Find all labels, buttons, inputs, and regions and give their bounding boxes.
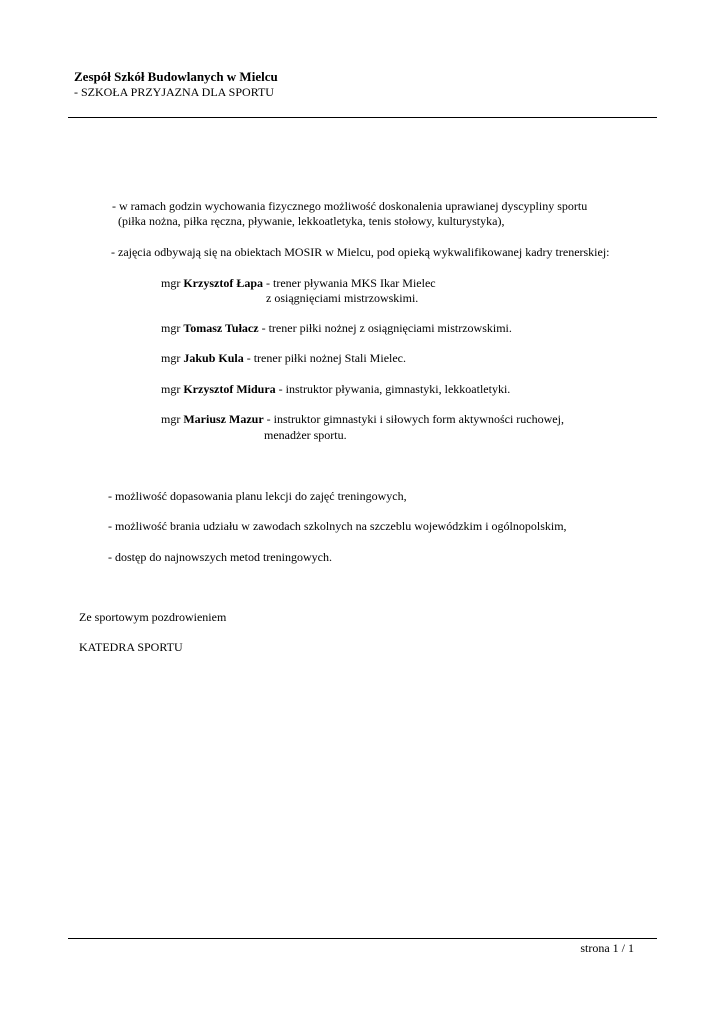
school-name: Zespół Szkół Budowlanych w Mielcu [74,69,278,84]
trainer-item [161,382,510,397]
trainer-desc: - instruktor gimnastyki i siłowych form aktywności ruchowej, [263,412,564,426]
trainer-item [161,276,436,291]
trainer-desc-continued: z osiągnięciami mistrzowskimi. [266,291,419,305]
benefit-item: - możliwość brania udziału w zawodach szkolnych na szczeblu wojewódzkim i ogólnopolskim, [108,519,567,533]
intro-line-1: - w ramach godzin wychowania fizycznego możliwość doskonalenia uprawianej dyscypliny sportu [112,199,588,213]
header-divider [68,117,657,118]
trainer-desc: - instruktor pływania, gimnastyki, lekkoatletyki. [275,382,511,396]
trainer-prefix: mgr [161,382,184,396]
trainer-desc: - trener pływania MKS Ikar Mielec [263,276,436,290]
trainer-item [161,351,406,366]
benefit-item: - dostęp do najnowszych metod treningowych. [108,550,332,564]
signature: KATEDRA SPORTU [79,640,183,654]
trainer-desc-continued: menadżer sportu. [264,428,347,442]
page-number: strona 1 / 1 [580,941,634,955]
school-tagline: - SZKOŁA PRZYJAZNA DLA SPORTU [74,85,274,99]
trainer-name: Tomasz Tułacz [183,321,259,335]
trainer-desc: - trener piłki nożnej z osiągnięciami mistrzowskimi. [258,321,512,335]
benefit-item: - możliwość dopasowania planu lekcji do zajęć treningowych, [108,489,407,503]
trainer-desc: - trener piłki nożnej Stali Mielec. [243,351,406,365]
trainer-prefix: mgr [161,276,184,290]
trainer-name: Krzysztof Łapa [183,276,263,290]
trainer-name: Jakub Kula [183,351,244,365]
trainer-name: Mariusz Mazur [183,412,264,426]
intro-line-2: (piłka nożna, piłka ręczna, pływanie, lekkoatletyka, tenis stołowy, kulturystyka), [118,214,505,228]
trainer-item [161,412,564,427]
footer-divider [68,938,657,939]
trainer-prefix: mgr [161,321,184,335]
trainer-prefix: mgr [161,351,184,365]
trainer-name: Krzysztof Midura [183,382,276,396]
trainer-prefix: mgr [161,412,184,426]
greeting: Ze sportowym pozdrowieniem [79,610,227,624]
trainer-item [161,321,512,336]
classes-line: - zajęcia odbywają się na obiektach MOSIR w Mielcu, pod opieką wykwalifikowanej kadry trenerskiej: [111,245,610,259]
